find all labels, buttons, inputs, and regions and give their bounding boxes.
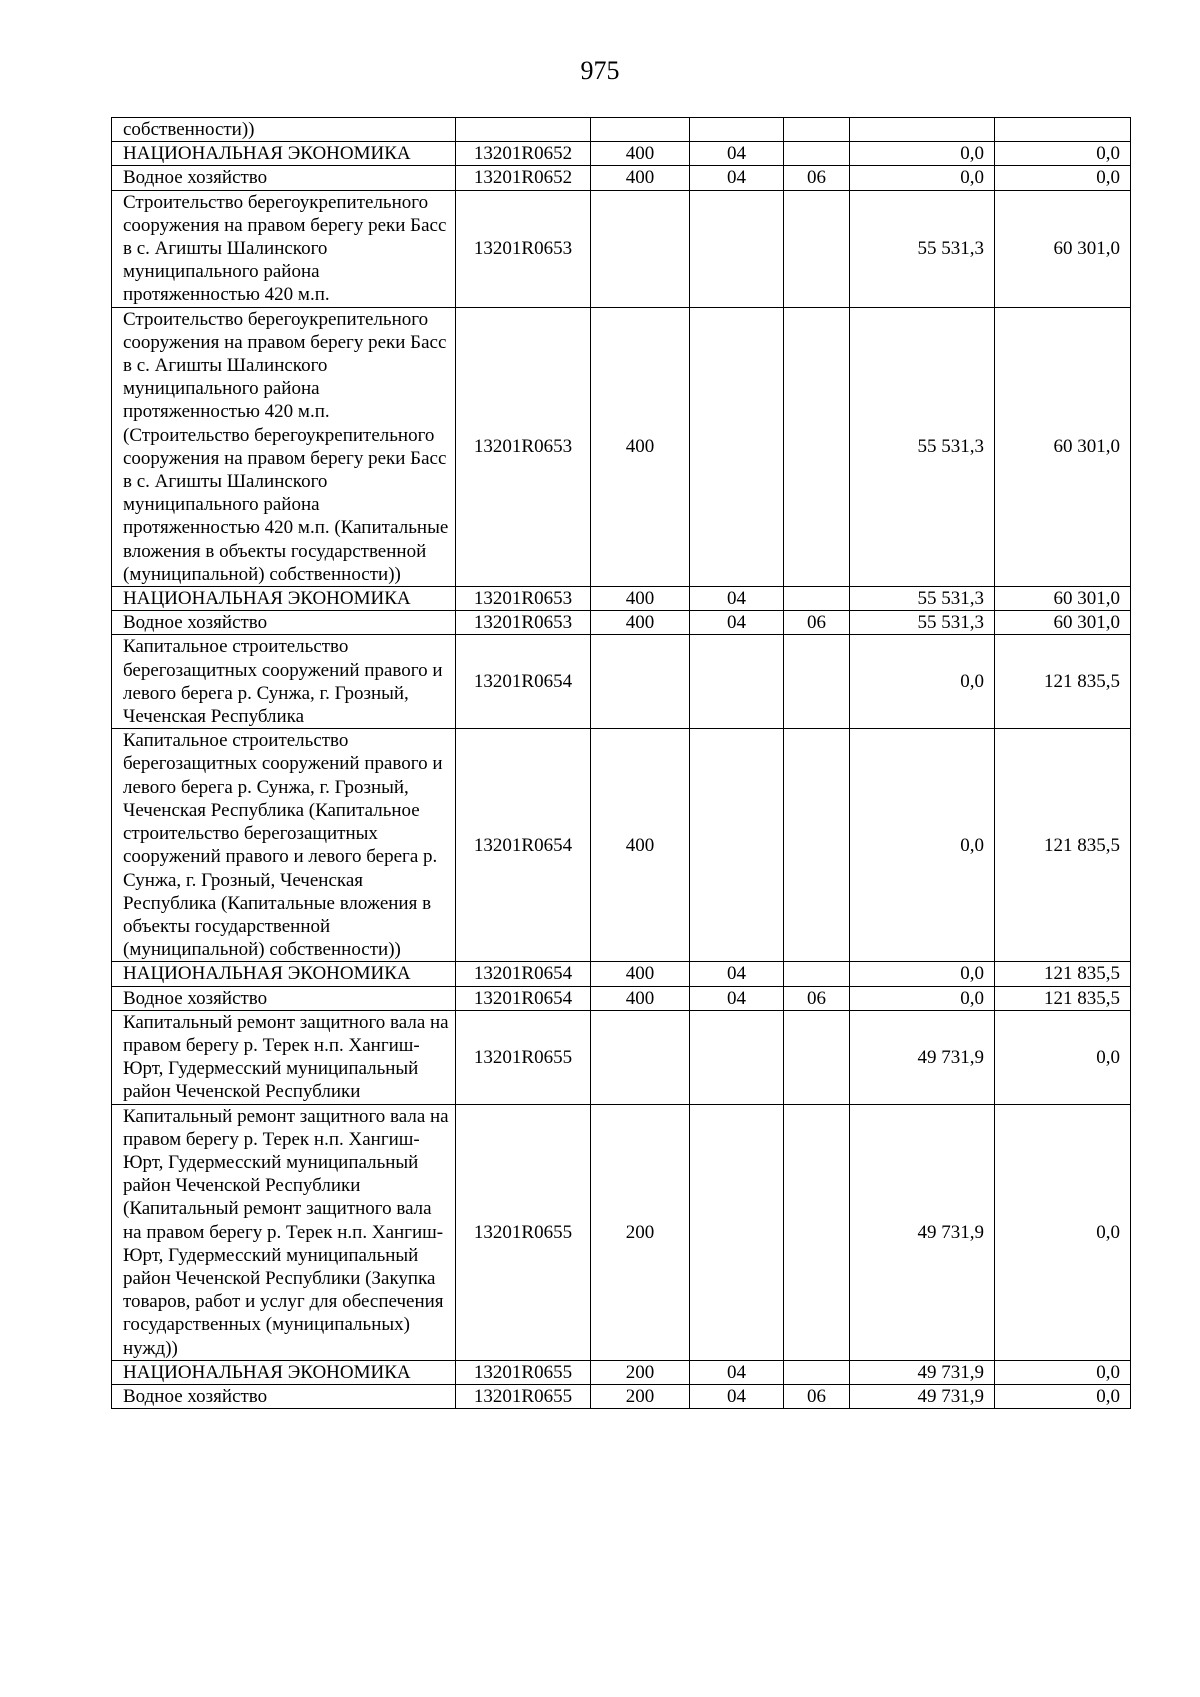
cell-amount-year-1: 55 531,3: [850, 190, 995, 307]
cell-name: Водное хозяйство: [112, 986, 456, 1010]
cell-amount-year-2: 0,0: [995, 1010, 1131, 1104]
cell-subsection: [784, 587, 850, 611]
cell-expense-type: 200: [591, 1104, 690, 1360]
cell-amount-year-2: 121 835,5: [995, 962, 1131, 986]
cell-section: [690, 1104, 784, 1360]
cell-name: НАЦИОНАЛЬНАЯ ЭКОНОМИКА: [112, 142, 456, 166]
cell-subsection: [784, 118, 850, 142]
cell-target-article: 13201R0655: [456, 1360, 591, 1384]
table-row: [112, 118, 1131, 142]
cell-amount-year-2: [995, 118, 1131, 142]
cell-target-article: 13201R0654: [456, 635, 591, 729]
cell-expense-type: 400: [591, 611, 690, 635]
cell-amount-year-1: 55 531,3: [850, 587, 995, 611]
cell-amount-year-1: 0,0: [850, 986, 995, 1010]
cell-target-article: 13201R0653: [456, 587, 591, 611]
cell-section: [690, 307, 784, 586]
cell-amount-year-2: 60 301,0: [995, 190, 1131, 307]
table-row: [112, 986, 1131, 1010]
cell-amount-year-1: 49 731,9: [850, 1384, 995, 1408]
cell-subsection: [784, 962, 850, 986]
cell-target-article: 13201R0653: [456, 190, 591, 307]
cell-amount-year-2: 0,0: [995, 1384, 1131, 1408]
table-row: [112, 635, 1131, 729]
cell-name: Капитальный ремонт защитного вала на правом берегу р. Терек н.п. Хангиш-Юрт, Гудермесский муниципальный район Чеченской Республики: [112, 1010, 456, 1104]
cell-subsection: [784, 190, 850, 307]
cell-target-article: 13201R0653: [456, 307, 591, 586]
cell-target-article: [456, 118, 591, 142]
table-row: [112, 587, 1131, 611]
cell-target-article: 13201R0655: [456, 1010, 591, 1104]
cell-name: НАЦИОНАЛЬНАЯ ЭКОНОМИКА: [112, 1360, 456, 1384]
cell-amount-year-1: [850, 118, 995, 142]
cell-amount-year-1: 49 731,9: [850, 1104, 995, 1360]
cell-name: собственности)): [112, 118, 456, 142]
budget-table-body: [112, 118, 1131, 1409]
table-row: [112, 1010, 1131, 1104]
cell-subsection: [784, 307, 850, 586]
cell-section: 04: [690, 1384, 784, 1408]
cell-section: 04: [690, 611, 784, 635]
cell-subsection: [784, 1104, 850, 1360]
budget-table: [111, 117, 1131, 1409]
table-row: [112, 307, 1131, 586]
cell-expense-type: 400: [591, 166, 690, 190]
cell-subsection: 06: [784, 1384, 850, 1408]
cell-subsection: [784, 635, 850, 729]
cell-amount-year-2: 0,0: [995, 142, 1131, 166]
cell-amount-year-1: 0,0: [850, 142, 995, 166]
cell-name: Капитальное строительство берегозащитных сооружений правого и левого берега р. Сунжа, г. Грозный, Чеченская Республика (Капитальное строительство берегозащитных сооружений правого и левого берега р. Сунжа, г. Грозный, Чеченская Республика (Капитальные вложения в объекты государственной (муниципальной) собственности)): [112, 729, 456, 962]
cell-amount-year-2: 121 835,5: [995, 729, 1131, 962]
cell-subsection: 06: [784, 986, 850, 1010]
cell-amount-year-2: 0,0: [995, 166, 1131, 190]
cell-subsection: 06: [784, 611, 850, 635]
cell-section: 04: [690, 587, 784, 611]
cell-amount-year-2: 121 835,5: [995, 986, 1131, 1010]
cell-section: [690, 729, 784, 962]
cell-target-article: 13201R0652: [456, 166, 591, 190]
cell-expense-type: [591, 635, 690, 729]
table-row: [112, 1360, 1131, 1384]
cell-expense-type: 400: [591, 729, 690, 962]
cell-amount-year-2: 60 301,0: [995, 307, 1131, 586]
cell-amount-year-2: 0,0: [995, 1360, 1131, 1384]
cell-amount-year-1: 49 731,9: [850, 1360, 995, 1384]
cell-expense-type: [591, 1010, 690, 1104]
cell-section: 04: [690, 986, 784, 1010]
table-row: [112, 729, 1131, 962]
cell-expense-type: 400: [591, 142, 690, 166]
table-row: [112, 1104, 1131, 1360]
cell-name: Капитальный ремонт защитного вала на правом берегу р. Терек н.п. Хангиш-Юрт, Гудермесский муниципальный район Чеченской Республики (Капитальный ремонт защитного вала на правом берегу р. Терек н.п. Хангиш-Юрт, Гудермесский муниципальный район Чеченской Республики (Закупка товаров, работ и услуг для обеспечения государственных (муниципальных) нужд)): [112, 1104, 456, 1360]
cell-target-article: 13201R0654: [456, 986, 591, 1010]
cell-subsection: [784, 729, 850, 962]
table-row: [112, 190, 1131, 307]
cell-expense-type: 400: [591, 986, 690, 1010]
cell-name: НАЦИОНАЛЬНАЯ ЭКОНОМИКА: [112, 962, 456, 986]
table-row: [112, 166, 1131, 190]
table-row: [112, 611, 1131, 635]
cell-target-article: 13201R0653: [456, 611, 591, 635]
cell-amount-year-1: 0,0: [850, 729, 995, 962]
cell-target-article: 13201R0654: [456, 729, 591, 962]
cell-expense-type: 400: [591, 962, 690, 986]
cell-amount-year-1: 0,0: [850, 635, 995, 729]
cell-expense-type: 200: [591, 1384, 690, 1408]
cell-subsection: [784, 1360, 850, 1384]
cell-section: [690, 118, 784, 142]
cell-target-article: 13201R0655: [456, 1104, 591, 1360]
cell-section: 04: [690, 166, 784, 190]
cell-expense-type: [591, 190, 690, 307]
cell-amount-year-1: 55 531,3: [850, 307, 995, 586]
cell-amount-year-1: 49 731,9: [850, 1010, 995, 1104]
table-row: [112, 142, 1131, 166]
cell-name: Водное хозяйство: [112, 166, 456, 190]
table-row: [112, 1384, 1131, 1408]
cell-expense-type: [591, 118, 690, 142]
cell-expense-type: 400: [591, 587, 690, 611]
cell-amount-year-2: 60 301,0: [995, 587, 1131, 611]
cell-section: [690, 1010, 784, 1104]
cell-amount-year-2: 0,0: [995, 1104, 1131, 1360]
cell-target-article: 13201R0654: [456, 962, 591, 986]
cell-name: Капитальное строительство берегозащитных сооружений правого и левого берега р. Сунжа, г. Грозный, Чеченская Республика: [112, 635, 456, 729]
cell-amount-year-2: 60 301,0: [995, 611, 1131, 635]
cell-name: НАЦИОНАЛЬНАЯ ЭКОНОМИКА: [112, 587, 456, 611]
cell-expense-type: 200: [591, 1360, 690, 1384]
page-number: 975: [580, 56, 620, 85]
cell-amount-year-1: 55 531,3: [850, 611, 995, 635]
cell-expense-type: 400: [591, 307, 690, 586]
cell-name: Водное хозяйство: [112, 1384, 456, 1408]
cell-subsection: [784, 1010, 850, 1104]
cell-subsection: 06: [784, 166, 850, 190]
cell-section: 04: [690, 1360, 784, 1384]
table-row: [112, 962, 1131, 986]
cell-target-article: 13201R0652: [456, 142, 591, 166]
cell-name: Водное хозяйство: [112, 611, 456, 635]
cell-target-article: 13201R0655: [456, 1384, 591, 1408]
cell-name: Строительство берегоукрепительного сооружения на правом берегу реки Басс в с. Агишты Шалинского муниципального района протяженностью 420 м.п.: [112, 190, 456, 307]
cell-section: 04: [690, 962, 784, 986]
cell-section: [690, 190, 784, 307]
cell-subsection: [784, 142, 850, 166]
cell-section: 04: [690, 142, 784, 166]
cell-name: Строительство берегоукрепительного сооружения на правом берегу реки Басс в с. Агишты Шалинского муниципального района протяженностью 420 м.п. (Строительство берегоукрепительного сооружения на правом берегу реки Басс в с. Агишты Шалинского муниципального района протяженностью 420 м.п. (Капитальные вложения в объекты государственной (муниципальной) собственности)): [112, 307, 456, 586]
cell-section: [690, 635, 784, 729]
cell-amount-year-2: 121 835,5: [995, 635, 1131, 729]
cell-amount-year-1: 0,0: [850, 962, 995, 986]
cell-amount-year-1: 0,0: [850, 166, 995, 190]
